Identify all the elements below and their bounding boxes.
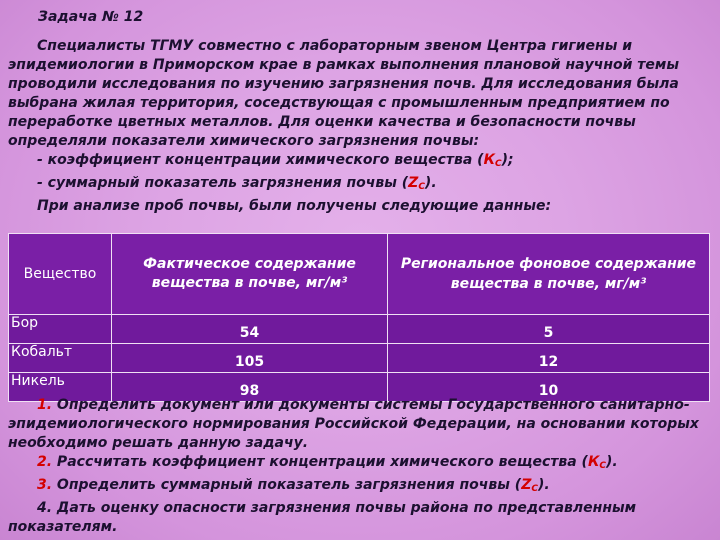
analysis-line: При анализе проб почвы, были получены следующие данные: — [37, 198, 552, 214]
question-2-end: ). — [606, 454, 618, 470]
row-substance: Кобальт — [9, 344, 112, 373]
question-3 — [8, 476, 716, 499]
row-substance: Бор — [9, 315, 112, 344]
header-regional-content: Региональное фоновое содержание вещества в почве, мг/м³ — [388, 234, 710, 315]
question-2-text: Рассчитать коэффициент концентрации химического вещества ( — [52, 454, 588, 470]
bullet2-text: - суммарный показатель загрязнения почвы ( — [37, 175, 409, 191]
row-substance: Никель — [9, 373, 112, 402]
symbol-z-subscript: С — [531, 484, 538, 494]
bullet1-end: ); — [501, 152, 514, 168]
question-1-number: 1. — [37, 397, 53, 413]
question-2-number: 2. — [37, 454, 53, 470]
question-3-number: 3. — [37, 477, 53, 493]
question-1-text: Определить документ или документы системы Государственного санитарно-эпидемиологического нормирования Российской Федерации, на основании которых необходимо решать данную задачу. — [8, 397, 699, 451]
task-questions — [8, 396, 716, 537]
row-regional-value: 10 — [388, 373, 710, 402]
header-actual-content: Фактическое содержание вещества в почве, мг/м³ — [112, 234, 388, 315]
row-actual-value: 54 — [112, 315, 388, 344]
header-substance: Вещество — [9, 234, 112, 315]
row-regional-value: 5 — [388, 315, 710, 344]
bullet-concentration-coefficient — [8, 151, 716, 174]
row-actual-value: 105 — [112, 344, 388, 373]
question-4: 4. Дать оценку опасности загрязнения почвы района по представленным показателям. — [8, 500, 637, 535]
symbol-k: К — [483, 152, 496, 168]
symbol-k-subscript: С — [495, 159, 502, 169]
symbol-z-subscript: С — [418, 182, 425, 192]
question-3-text: Определить суммарный показатель загрязнения почвы ( — [52, 477, 522, 493]
table-row — [9, 315, 710, 344]
row-regional-value: 12 — [388, 344, 710, 373]
question-1 — [8, 396, 716, 453]
table-header-row — [9, 234, 710, 315]
symbol-k: К — [587, 454, 600, 470]
intro-paragraph: Специалисты ТГМУ совместно с лабораторным звеном Центра гигиены и эпидемиологии в Приморском крае в рамках выполнения плановой научной темы проводили исследования по изучению загрязнения почв. Для исследования была выбрана жилая территория, соседствующая с промышленным предприятием по переработке цветных металлов. Для оценки качества и безопасности почвы определяли показатели химического загрязнения почвы: — [8, 38, 680, 149]
bullet1-text: - коэффициент концентрации химического вещества ( — [37, 152, 484, 168]
task-description — [8, 37, 716, 216]
symbol-z: Z — [521, 477, 532, 493]
bullet-total-pollution-index — [8, 174, 716, 197]
table-row — [9, 344, 710, 373]
symbol-k-subscript: С — [599, 461, 607, 471]
row-actual-value: 98 — [112, 373, 388, 402]
task-title: Задача № 12 — [38, 9, 144, 25]
question-2 — [8, 453, 716, 476]
question-3-end: ). — [537, 477, 550, 493]
soil-data-table — [8, 233, 710, 402]
symbol-z: Z — [408, 175, 419, 191]
bullet2-end: ). — [424, 175, 437, 191]
